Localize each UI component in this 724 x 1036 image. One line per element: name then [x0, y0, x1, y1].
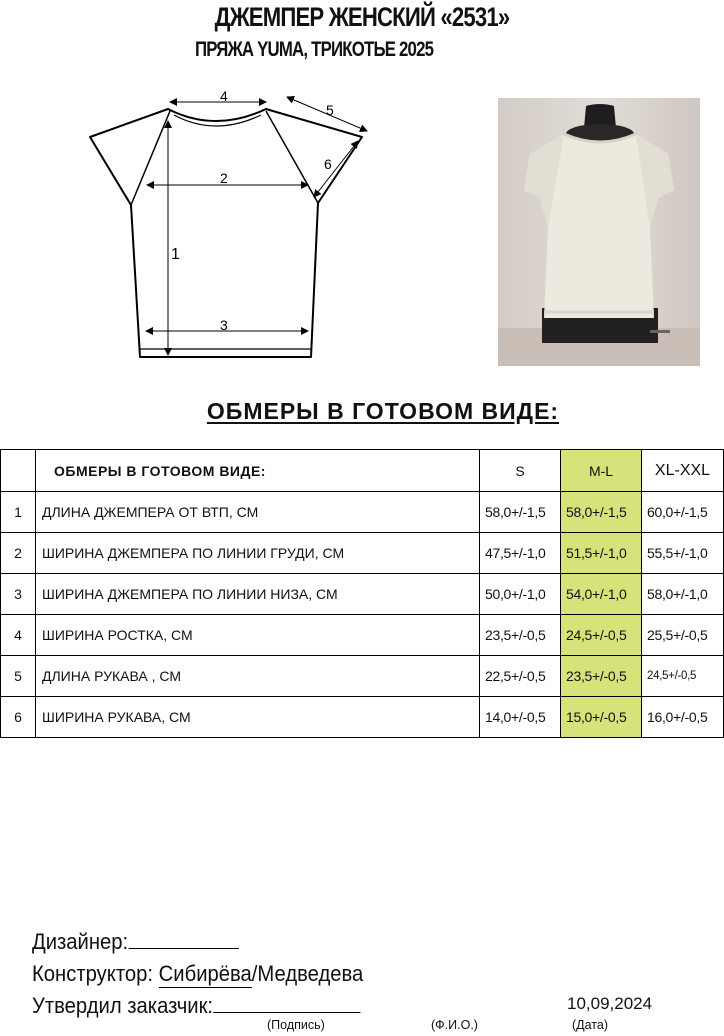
product-photo [498, 98, 700, 366]
table-row [1, 697, 724, 738]
table-header-label: ОБМЕРЫ В ГОТОВОМ ВИДЕ: [36, 450, 480, 492]
row-number: 4 [1, 615, 36, 656]
caption-name: (Ф.И.О.) [431, 1018, 478, 1032]
header-num-cell [1, 450, 36, 492]
dim-label-4: 4 [220, 88, 228, 104]
value-ml: 23,5+/-0,5 [561, 656, 642, 697]
value-xl: 58,0+/-1,0 [642, 574, 724, 615]
row-label: ШИРИНА ДЖЕМПЕРА ПО ЛИНИИ НИЗА, СМ [36, 574, 480, 615]
row-number: 1 [1, 492, 36, 533]
value-ml: 54,0+/-1,0 [561, 574, 642, 615]
designer-label: Дизайнер: [32, 929, 129, 954]
designer-line [32, 929, 239, 955]
value-xl: 24,5+/-0,5 [642, 656, 724, 697]
constructor-name-second: /Медведева [251, 961, 364, 986]
constructor-label: Конструктор: [32, 961, 154, 986]
size-header-s: S [480, 450, 561, 492]
value-s: 47,5+/-1,0 [480, 533, 561, 574]
designer-signature-line [128, 948, 238, 949]
row-label: ДЛИНА РУКАВА , СМ [36, 656, 480, 697]
dim-label-5: 5 [326, 102, 334, 118]
document-subtitle: ПРЯЖА YUMA, ТРИКОТЬЕ 2025 [195, 38, 434, 61]
value-ml: 15,0+/-0,5 [561, 697, 642, 738]
table-row [1, 656, 724, 697]
document-title: ДЖЕМПЕР ЖЕНСКИЙ «2531» [214, 2, 510, 32]
table-header-row [1, 450, 724, 492]
section-title: ОБМЕРЫ В ГОТОВОМ ВИДЕ: [206, 398, 560, 424]
value-xl: 16,0+/-0,5 [642, 697, 724, 738]
table-row [1, 574, 724, 615]
measurements-table [0, 449, 724, 738]
approved-line [32, 993, 360, 1019]
row-label: ШИРИНА РОСТКА, СМ [36, 615, 480, 656]
value-ml: 58,0+/-1,5 [561, 492, 642, 533]
row-number: 2 [1, 533, 36, 574]
row-label: ДЛИНА ДЖЕМПЕРА ОТ ВТП, СМ [36, 492, 480, 533]
row-number: 5 [1, 656, 36, 697]
approval-date: 10,09,2024 [567, 994, 653, 1013]
value-s: 22,5+/-0,5 [480, 656, 561, 697]
row-number: 6 [1, 697, 36, 738]
table-row [1, 533, 724, 574]
value-s: 23,5+/-0,5 [480, 615, 561, 656]
value-xl: 25,5+/-0,5 [642, 615, 724, 656]
value-s: 50,0+/-1,0 [480, 574, 561, 615]
dim-label-1: 1 [171, 246, 180, 263]
value-xl: 60,0+/-1,5 [642, 492, 724, 533]
value-s: 14,0+/-0,5 [480, 697, 561, 738]
row-label: ШИРИНА РУКАВА, СМ [36, 697, 480, 738]
dim-label-2: 2 [220, 170, 228, 186]
value-xl: 55,5+/-1,0 [642, 533, 724, 574]
row-label: ШИРИНА ДЖЕМПЕРА ПО ЛИНИИ ГРУДИ, СМ [36, 533, 480, 574]
approved-label: Утвердил заказчик: [32, 993, 214, 1018]
row-number: 3 [1, 574, 36, 615]
table-row [1, 492, 724, 533]
constructor-line [32, 961, 363, 988]
value-ml: 24,5+/-0,5 [561, 615, 642, 656]
caption-date: (Дата) [572, 1018, 609, 1032]
value-s: 58,0+/-1,5 [480, 492, 561, 533]
value-ml: 51,5+/-1,0 [561, 533, 642, 574]
approved-signature-line [213, 1012, 360, 1013]
constructor-name: Сибирёва [158, 961, 252, 986]
garment-sketch [80, 85, 380, 375]
caption-signature: (Подпись) [267, 1018, 325, 1032]
dim-label-6: 6 [324, 156, 332, 172]
size-header-xl: XL-XXL [642, 450, 724, 492]
size-header-ml: M-L [561, 450, 642, 492]
dim-label-3: 3 [220, 317, 228, 333]
table-row [1, 615, 724, 656]
